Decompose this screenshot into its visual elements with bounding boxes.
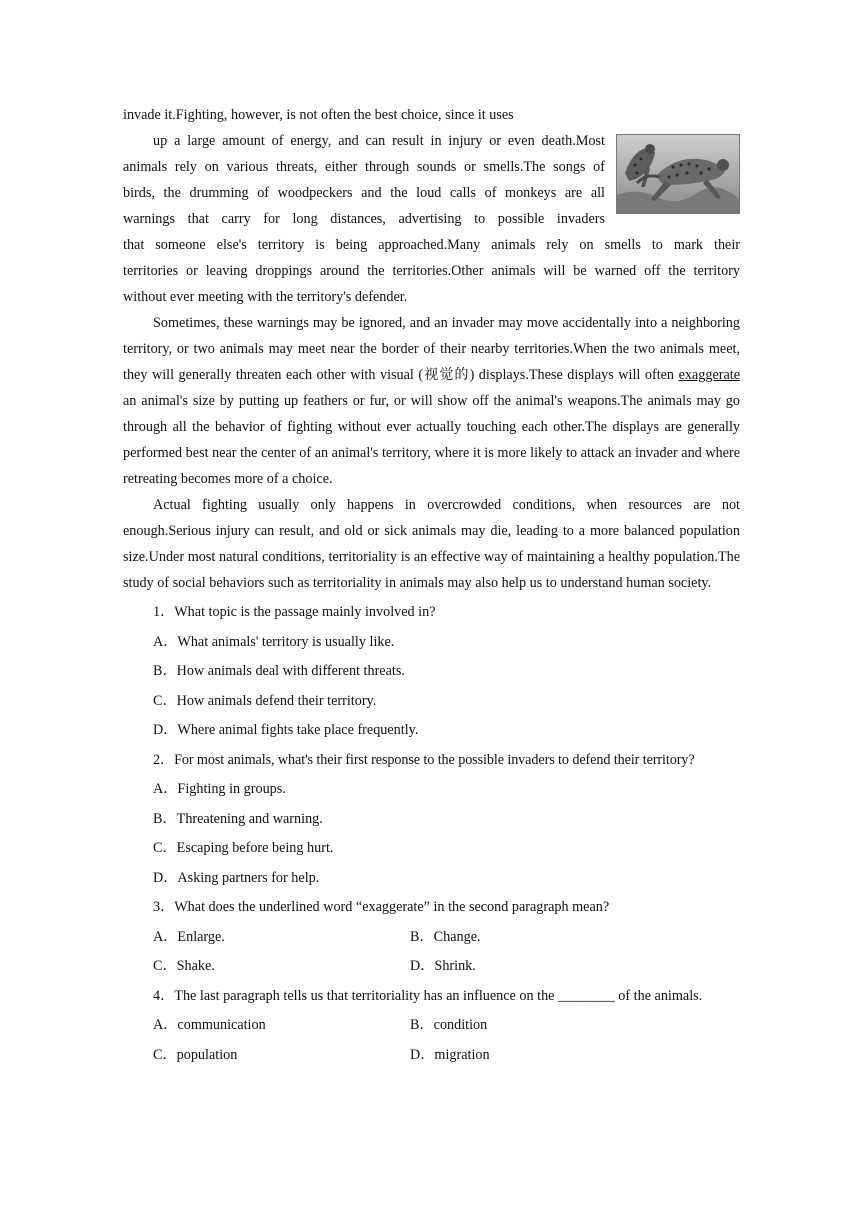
options-row	[153, 923, 740, 953]
paragraph-3: Actual fighting usually only happens in overcrowded conditions, when resources are not enough.Serious injury can result, and old or sick animals may die, leading to a more balanced population size.Under most natural conditions, territoriality is an effective way of maintaining a healthy population.The study of social behaviors such as territoriality in animals may also help us to understand human society.	[123, 497, 740, 591]
passage-line: that someone else's territory is being approached.Many animals rely on smells to mark their	[123, 237, 740, 253]
paragraph-2-text: Sometimes, these warnings may be ignored, and an invader may move accidentally into a neighboring territory, or two animals may meet near the border of their nearby territories.When the two animals meet, they will generally threaten each other with visual (视觉的) displays.These displays will often	[123, 315, 740, 383]
option-4d: D．migration	[410, 1046, 490, 1063]
option-3a: A．Enlarge.	[153, 928, 225, 945]
passage-line: birds, the drumming of woodpeckers and the loud calls of monkeys are all	[123, 185, 605, 201]
passage	[123, 102, 740, 1070]
option-4b: B．condition	[410, 1017, 488, 1033]
passage-line: invade it.Fighting, however, is not often the best choice, since it uses	[123, 107, 514, 123]
option-2c: C．Escaping before being hurt.	[153, 840, 334, 856]
question-4: 4．The last paragraph tells us that territoriality has an influence on the ________ of the animals.	[153, 987, 703, 1004]
option-4a: A．communication	[153, 1017, 266, 1033]
question-3: 3．What does the underlined word “exaggerate” in the second paragraph mean?	[153, 899, 610, 915]
options-row	[153, 952, 740, 982]
passage-line: animals rely on various threats, either through sounds or smells.The songs of	[123, 159, 605, 175]
option-1c: C．How animals defend their territory.	[153, 692, 377, 709]
option-3b: B．Change.	[410, 928, 481, 945]
passage-line: territories or leaving droppings around the territories.Other animals will be warned off the territory	[123, 263, 740, 279]
options-row	[153, 1011, 740, 1041]
passage-line: up a large amount of energy, and can result in injury or even death.Most	[153, 133, 605, 149]
passage-line: without ever meeting with the territory's defender.	[123, 289, 408, 305]
passage-line: warnings that carry for long distances, advertising to possible invaders	[123, 211, 605, 227]
option-2b: B．Threatening and warning.	[153, 810, 323, 827]
option-4c: C．population	[153, 1046, 238, 1063]
option-3d: D．Shrink.	[410, 958, 476, 974]
underlined-word: exaggerate	[678, 367, 740, 383]
options-row	[153, 1041, 740, 1071]
paragraph-2-text: an animal's size by putting up feathers or fur, or will show off the animal's weapons.The animals may go through all the behavior of fighting without ever actually touching each other.The displays are generally performed best near the center of an animal's territory, where it is more likely to attack an invader and where retreating becomes more of a choice.	[123, 393, 740, 487]
option-1d: D．Where animal fights take place frequently.	[153, 722, 419, 738]
option-3c: C．Shake.	[153, 958, 215, 974]
question-2: 2．For most animals, what's their first response to the possible invaders to defend their territory?	[153, 751, 695, 768]
option-1b: B．How animals deal with different threats.	[153, 663, 405, 679]
paragraph-2	[123, 310, 740, 492]
option-1a: A．What animals' territory is usually like.	[153, 633, 395, 650]
option-2d: D．Asking partners for help.	[153, 869, 320, 886]
question-1: 1．What topic is the passage mainly involved in?	[153, 604, 436, 620]
option-2a: A．Fighting in groups.	[153, 781, 286, 797]
